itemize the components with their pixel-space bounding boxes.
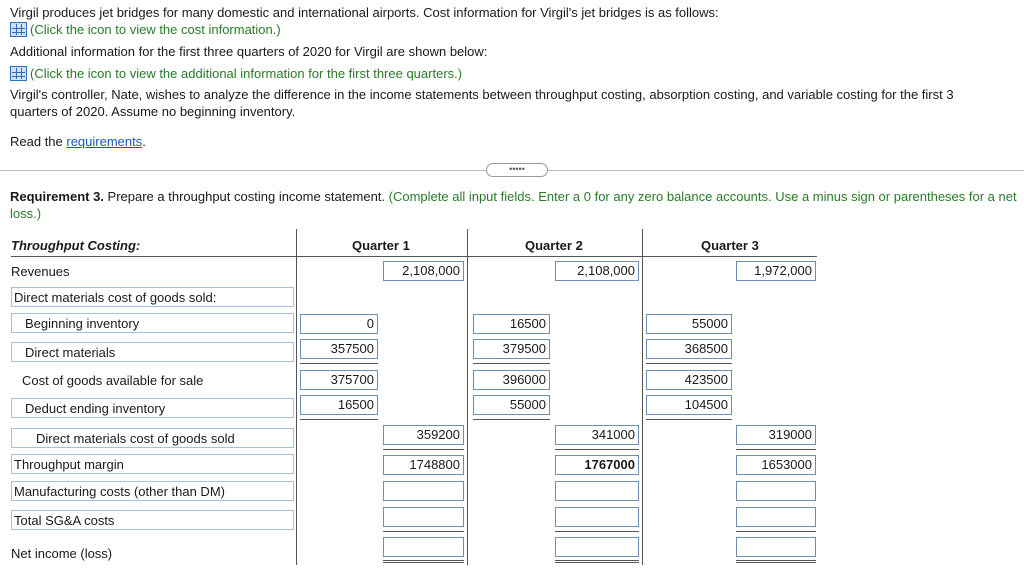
q2-margin-line: [555, 449, 639, 450]
q3-margin-line: [736, 449, 816, 450]
q1-cogas-input[interactable]: 375700: [300, 370, 378, 390]
cost-info-link-text[interactable]: (Click the icon to view the cost information.): [30, 22, 281, 37]
label-revenues: Revenues: [11, 264, 70, 279]
read-requirements: [10, 133, 1015, 150]
q3-double-underline-2: [736, 562, 816, 563]
header-underline: [11, 256, 817, 257]
q3-subtotal-line: [646, 363, 732, 364]
q2-ending-inventory-input[interactable]: 55000: [473, 395, 550, 415]
q2-net-income-input[interactable]: [555, 537, 639, 557]
q1-ending-inventory-input[interactable]: 16500: [300, 395, 378, 415]
header-quarter-3: Quarter 3: [701, 238, 759, 253]
table-icon[interactable]: [10, 66, 27, 81]
intro-line-3: Virgil's controller, Nate, wishes to analyze the difference in the income statements between throughput costing, absorption costing, and variable costing for the first 3: [10, 87, 954, 102]
additional-info-link[interactable]: [10, 65, 1015, 82]
label-manufacturing-costs[interactable]: Manufacturing costs (other than DM): [11, 481, 294, 501]
intro-line-4: quarters of 2020. Assume no beginning inventory.: [10, 104, 296, 119]
q2-net-line: [555, 531, 639, 532]
label-dm-cogs[interactable]: Direct materials cost of goods sold: [11, 428, 294, 448]
q1-margin-line: [383, 449, 464, 450]
q2-double-underline-1: [555, 560, 639, 561]
q1-dm-cogs-input[interactable]: 359200: [383, 425, 464, 445]
cost-info-link[interactable]: [10, 21, 1015, 38]
q3-subtotal-line-2: [646, 419, 732, 420]
table-title: Throughput Costing:: [11, 238, 141, 253]
requirement-text: Prepare a throughput costing income statement.: [103, 189, 389, 204]
q1-net-income-input[interactable]: [383, 537, 464, 557]
q3-revenues: 1,972,000: [736, 261, 816, 281]
requirement-instructions: (Complete all input fields. Enter a 0 for any zero balance accounts. Use a minus sign or parentheses for a net loss.): [10, 189, 1017, 221]
q3-throughput-margin-input[interactable]: 1653000: [736, 455, 816, 475]
label-beginning-inventory[interactable]: Beginning inventory: [11, 313, 294, 333]
q3-sga-input[interactable]: [736, 507, 816, 527]
label-net-income: Net income (loss): [11, 546, 113, 561]
q3-double-underline-1: [736, 560, 816, 561]
label-throughput-margin[interactable]: Throughput margin: [11, 454, 294, 474]
q3-dm-cogs-input[interactable]: 319000: [736, 425, 816, 445]
column-divider-1: [296, 229, 297, 565]
expand-toggle-button[interactable]: •••••: [486, 163, 548, 177]
q2-sga-input[interactable]: [555, 507, 639, 527]
q2-throughput-margin-input[interactable]: 1767000: [555, 455, 639, 475]
q3-cogas-input[interactable]: 423500: [646, 370, 732, 390]
q1-throughput-margin-input[interactable]: 1748800: [383, 455, 464, 475]
q1-subtotal-line-2: [300, 419, 378, 420]
q2-double-underline-2: [555, 562, 639, 563]
q3-mfg-costs-input[interactable]: [736, 481, 816, 501]
requirements-link[interactable]: requirements: [66, 134, 143, 149]
q1-mfg-costs-input[interactable]: [383, 481, 464, 501]
read-prefix: Read the: [10, 134, 67, 149]
q1-beginning-inventory-input[interactable]: 0: [300, 314, 378, 334]
column-divider-3: [642, 229, 643, 565]
intro-line-1: Virgil produces jet bridges for many domestic and international airports. Cost information for Virgil's jet bridges is as follows:: [10, 5, 719, 20]
label-dm-cogs-header[interactable]: Direct materials cost of goods sold:: [11, 287, 294, 307]
q3-beginning-inventory-input[interactable]: 55000: [646, 314, 732, 334]
q3-net-income-input[interactable]: [736, 537, 816, 557]
q1-sga-input[interactable]: [383, 507, 464, 527]
q3-direct-materials-input[interactable]: 368500: [646, 339, 732, 359]
q2-mfg-costs-input[interactable]: [555, 481, 639, 501]
intro-line-2: Additional information for the first three quarters of 2020 for Virgil are shown below:: [10, 44, 488, 59]
q1-revenues: 2,108,000: [383, 261, 464, 281]
header-quarter-2: Quarter 2: [525, 238, 583, 253]
q2-dm-cogs-input[interactable]: 341000: [555, 425, 639, 445]
requirement-title: Requirement 3.: [10, 189, 104, 204]
q1-double-underline-2: [383, 562, 464, 563]
additional-info-link-text[interactable]: (Click the icon to view the additional information for the first three quarters.): [30, 66, 463, 81]
column-divider-2: [467, 229, 468, 565]
q1-double-underline-1: [383, 560, 464, 561]
q2-direct-materials-input[interactable]: 379500: [473, 339, 550, 359]
read-suffix: .: [142, 134, 146, 149]
q2-beginning-inventory-input[interactable]: 16500: [473, 314, 550, 334]
table-icon[interactable]: [10, 22, 27, 37]
q2-revenues: 2,108,000: [555, 261, 639, 281]
intro-section: [10, 4, 1015, 150]
label-total-sga[interactable]: Total SG&A costs: [11, 510, 294, 530]
q2-subtotal-line: [473, 363, 550, 364]
header-quarter-1: Quarter 1: [352, 238, 410, 253]
q2-cogas-input[interactable]: 396000: [473, 370, 550, 390]
label-deduct-ending-inventory[interactable]: Deduct ending inventory: [11, 398, 294, 418]
label-cost-of-goods-available: Cost of goods available for sale: [22, 373, 204, 388]
q1-net-line: [383, 531, 464, 532]
q3-net-line: [736, 531, 816, 532]
q1-direct-materials-input[interactable]: 357500: [300, 339, 378, 359]
label-direct-materials[interactable]: Direct materials: [11, 342, 294, 362]
q2-subtotal-line-2: [473, 419, 550, 420]
q3-ending-inventory-input[interactable]: 104500: [646, 395, 732, 415]
requirement-3: [10, 188, 1018, 222]
q1-subtotal-line: [300, 363, 378, 364]
